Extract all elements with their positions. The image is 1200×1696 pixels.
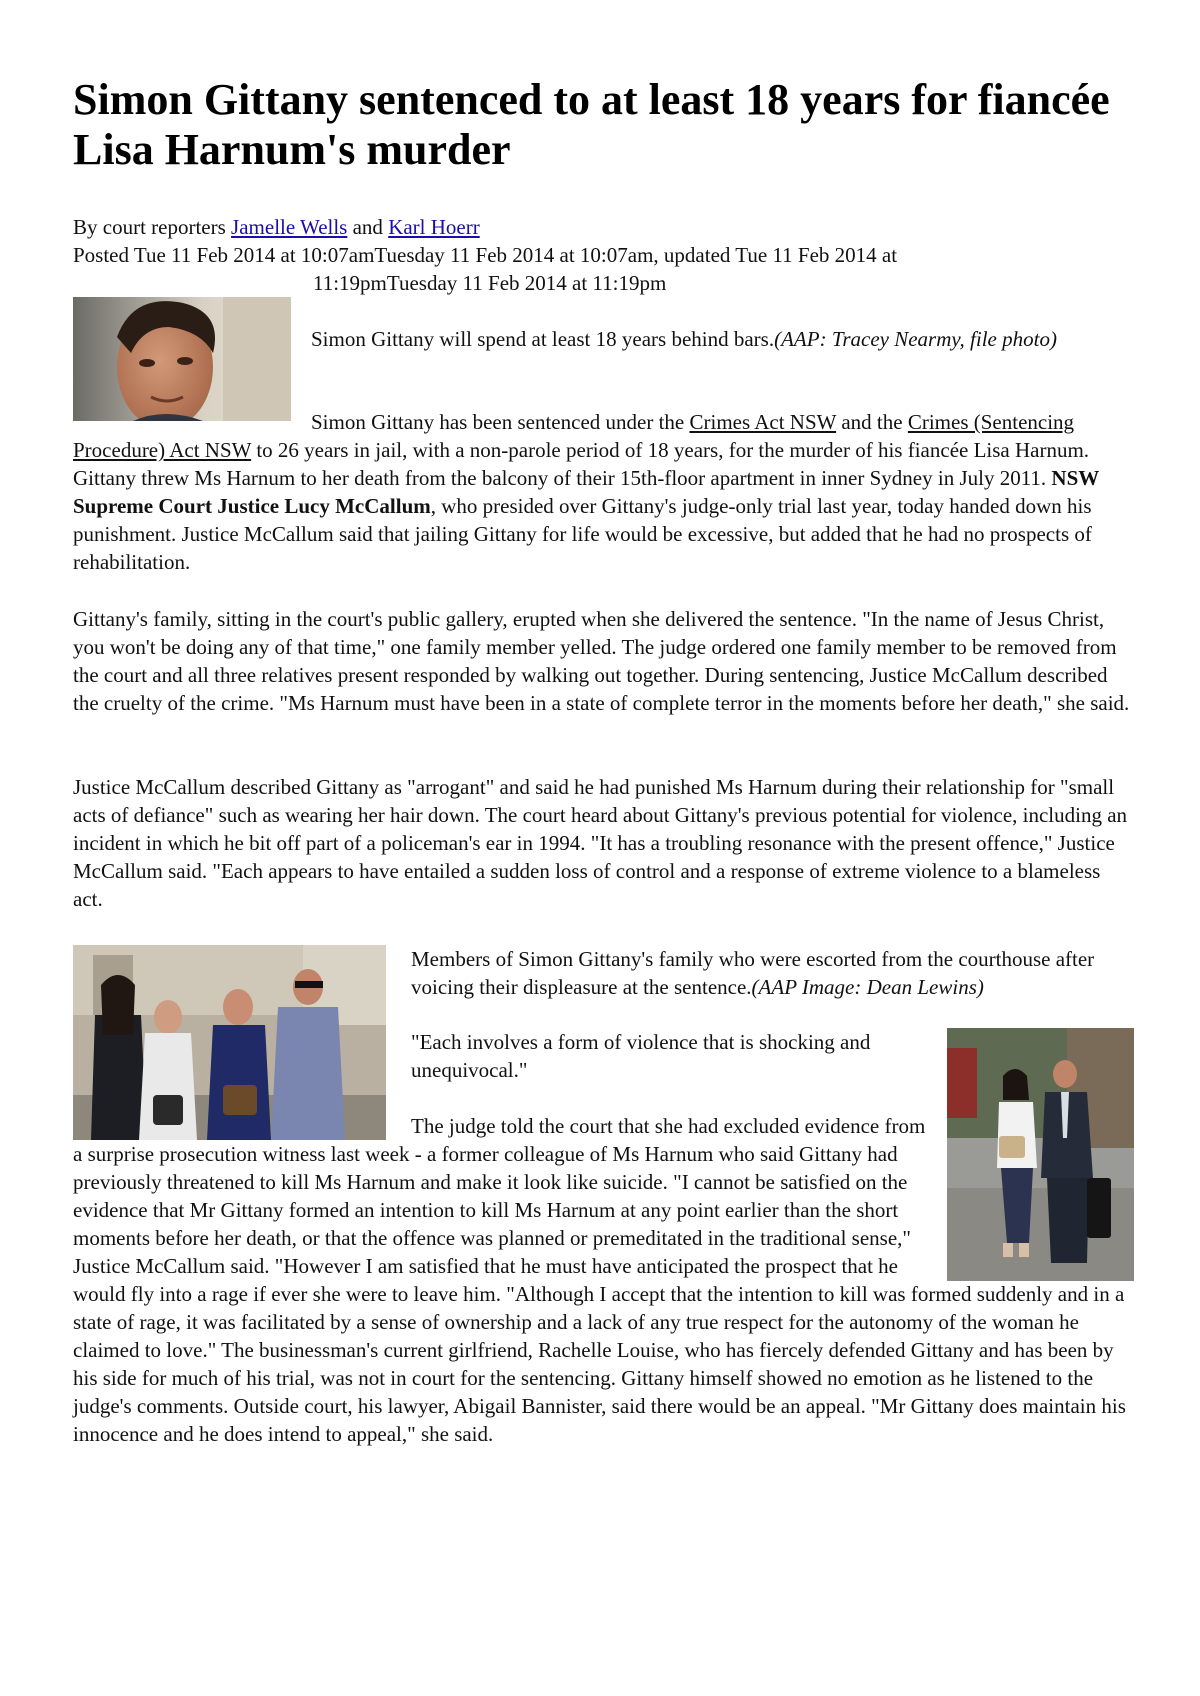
- portrait-photo: [73, 297, 291, 421]
- crimes-act-link[interactable]: Crimes Act NSW: [689, 410, 837, 434]
- family-group-photo: [73, 945, 386, 1140]
- author-link-karl-hoerr[interactable]: Karl Hoerr: [388, 215, 480, 239]
- para1-text-a: Simon Gittany has been sentenced under the: [311, 410, 685, 434]
- photo-caption-2: [386, 945, 1146, 1001]
- caption-text: Members of Simon Gittany's family who were escorted from the courthouse after voicing their displeasure at the sentence.: [411, 947, 1095, 999]
- headline: Simon Gittany sentenced to at least 18 years for fiancée Lisa Harnum's murder: [73, 75, 1110, 174]
- byline: [73, 213, 480, 241]
- caption-credit: (AAP Image: Dean Lewins): [751, 975, 984, 999]
- posted-line-2: 11:19pmTuesday 11 Feb 2014 at 11:19pm: [313, 271, 667, 295]
- posted-timestamp: [73, 241, 1073, 297]
- paragraph-5: [73, 1112, 1133, 1448]
- photo-caption-1: [311, 325, 1101, 353]
- posted-line-1: Posted Tue 11 Feb 2014 at 10:07amTuesday 11 Feb 2014 at 10:07am, updated Tue 11 Feb 2014 at: [73, 243, 898, 267]
- paragraph-3: Justice McCallum described Gittany as "arrogant" and said he had punished Ms Harnum during their relationship for "small acts of defiance" such as wearing her hair down. The court heard about Gittany's previous potential for violence, including an incident in which he bit off part of a policeman's ear in 1994. "It has a troubling resonance with the present offence," Justice McCallum said. "Each appears to have entailed a sudden loss of control and a response of extreme violence to a blameless act.: [73, 775, 1128, 911]
- para1-text-b: and the: [841, 410, 903, 434]
- caption-credit: (AAP: Tracey Nearmy, file photo): [774, 327, 1057, 351]
- para1-text-d: , who presided over Gittany's judge-only trial last year, today handed down his punishment. Justice McCallum said that jailing Gittany for life would be excessive, but added that he had no prospects of rehabilitation.: [73, 494, 1092, 574]
- paragraph-1: [73, 408, 1133, 576]
- paragraph-4-quote: "Each involves a form of violence that is shocking and unequivocal.": [411, 1030, 871, 1082]
- author-link-jamelle-wells[interactable]: Jamelle Wells: [231, 215, 348, 239]
- para1-text-c: to 26 years in jail, with a non-parole period of 18 years, for the murder of his fiancée Lisa Harnum. Gittany threw Ms Harnum to her death from the balcony of their 15th-floor apartment in inner Sydney in July 2011.: [73, 438, 1090, 490]
- family-group-photo-image: [73, 945, 386, 1140]
- sentencing-act-link[interactable]: Crimes (Sentencing Procedure) Act NSW: [73, 410, 1075, 462]
- caption-text: Simon Gittany will spend at least 18 years behind bars.: [311, 327, 775, 351]
- portrait-photo-image: [73, 297, 291, 421]
- byline-joiner: and: [352, 215, 383, 239]
- paragraph-2: Gittany's family, sitting in the court's public gallery, erupted when she delivered the sentence. "In the name of Jesus Christ, you won't be doing any of that time," one family member yelled. The judge ordered one family member to be removed from the court and all three relatives present responded by walking out together. During sentencing, Justice McCallum described the cruelty of the crime. "Ms Harnum must have been in a state of complete terror in the moments before her death," she said.: [73, 607, 1130, 715]
- para1-bold: NSW Supreme Court Justice Lucy McCallum: [73, 466, 1099, 518]
- para5-text: The judge told the court that she had excluded evidence from a surprise prosecution witness last week - a former colleague of Ms Harnum who said Gittany had previously threatened to kill Ms Harnum and make it look like suicide. "I cannot be satisfied on the evidence that Mr Gittany formed an intention to kill Ms Harnum at any point earlier than the short moments before her death, or that the offence was planned or premeditated in the traditional sense," Justice McCallum said. "However I am satisfied that he must have anticipated the prospect that he would fly into a rage if ever she were to leave him. "Although I accept that the intention to kill was formed suddenly and in a state of rage, it was facilitated by a sense of ownership and a lack of any true respect for the autonomy of the woman he claimed to love." The businessman's current girlfriend, Rachelle Louise, who has fiercely defended Gittany and has been by his side for much of his trial, was not in court for the sentencing. Gittany himself showed no emotion as he listened to the judge's comments. Outside court, his lawyer, Abigail Bannister, said there would be an appeal. "Mr Gittany does maintain his innocence and he does intend to appeal," she said.: [73, 1114, 1126, 1446]
- byline-prefix: By court reporters: [73, 215, 226, 239]
